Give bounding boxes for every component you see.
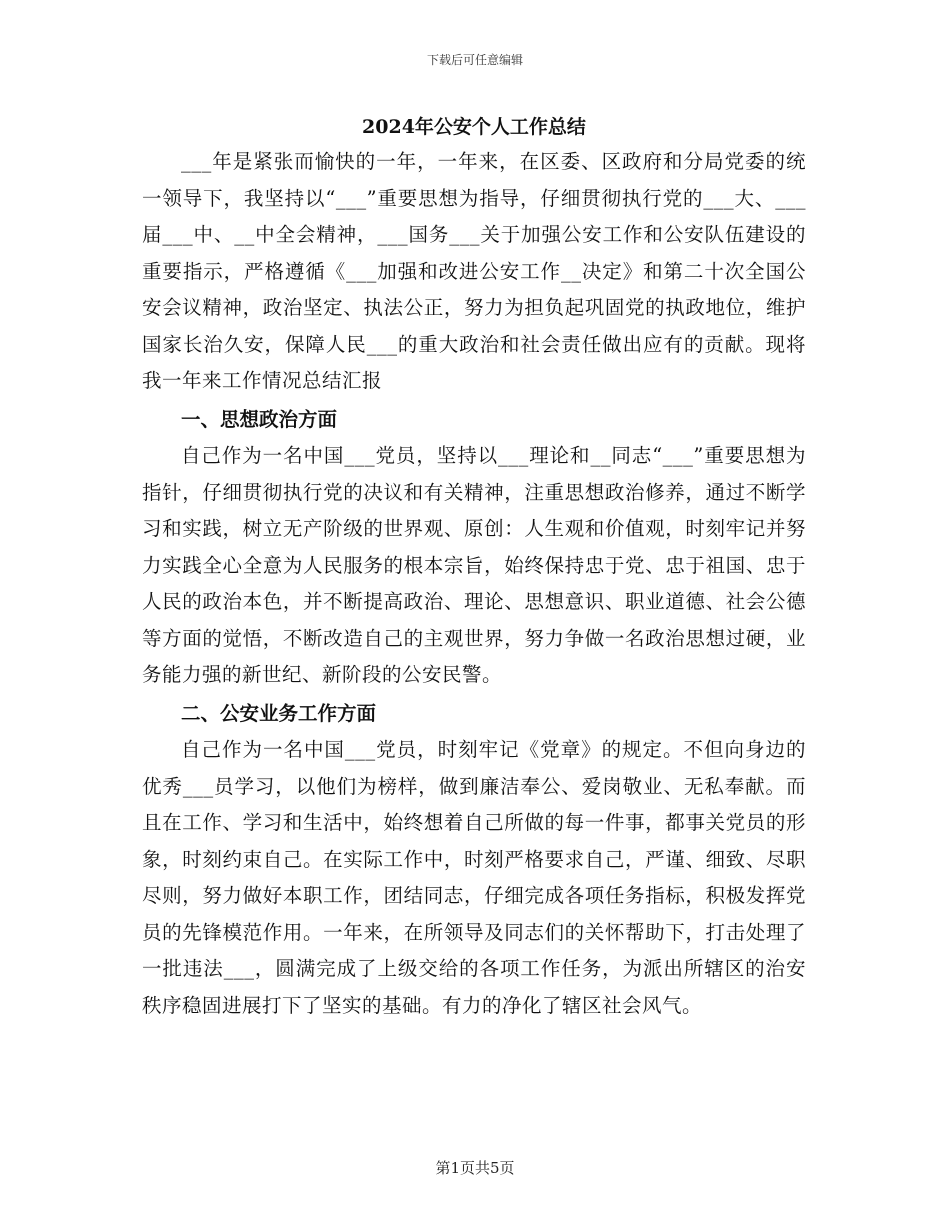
page-number: 第1页共5页 xyxy=(435,1159,515,1177)
section-heading-police-work: 二、公安业务工作方面 xyxy=(181,701,377,725)
page-header-note: 下载后可任意编辑 xyxy=(426,53,523,67)
section-body-ideology: 自己作为一名中国___党员，坚持以___理论和__同志“___”重要思想为指针，仔细贯彻执行党的决议和有关精神，注重思想政治修养，通过不断学习和实践，树立无产阶级的世界观、原创：人生观和价值观，时刻牢记并努力实践全心全意为人民服务的根本宗旨，始终保持忠于党、忠于祖国、忠于人民的政治本色，并不断提高政治、理论、思想意识、职业道德、社会公德等方面的觉悟，不断改造自己的主观世界，努力争做一名政治思想过硬，业务能力强的新世纪、新阶段的公安民警。 xyxy=(142,444,806,686)
document-body xyxy=(142,110,806,1024)
section-body-police-work: 自己作为一名中国___党员，时刻牢记《党章》的规定。不但向身边的优秀___员学习，以他们为榜样，做到廉洁奉公、爱岗敬业、无私奉献。而且在工作、学习和生活中，始终想着自己所做的每一件事，都事关党员的形象，时刻约束自己。在实际工作中，时刻严格要求自己，严谨、细致、尽职尽则，努力做好本职工作，团结同志，仔细完成各项任务指标，积极发挥党员的先锋模范作用。一年来，在所领导及同志们的关怀帮助下，打击处理了一批违法___，圆满完成了上级交给的各项工作任务，为派出所辖区的治安秩序稳固进展打下了坚实的基础。有力的净化了辖区社会风气。 xyxy=(142,738,806,1017)
document-title: 2024年公安个人工作总结 xyxy=(362,116,586,138)
intro-paragraph: ___年是紧张而愉快的一年，一年来，在区委、区政府和分局党委的统一领导下，我坚持以“___”重要思想为指导，仔细贯彻执行党的___大、___届___中、__中全会精神，___国务___关于加强公安工作和公安队伍建设的重要指示，严格遵循《___加强和改进公安工作__决定》和第二十次全国公安会议精神，政治坚定、执法公正，努力为担负起巩固党的执政地位，维护国家长治久安，保障人民___的重大政治和社会责任做出应有的贡献。现将我一年来工作情况总结汇报 xyxy=(142,150,806,392)
section-heading-ideology: 一、思想政治方面 xyxy=(181,407,338,431)
